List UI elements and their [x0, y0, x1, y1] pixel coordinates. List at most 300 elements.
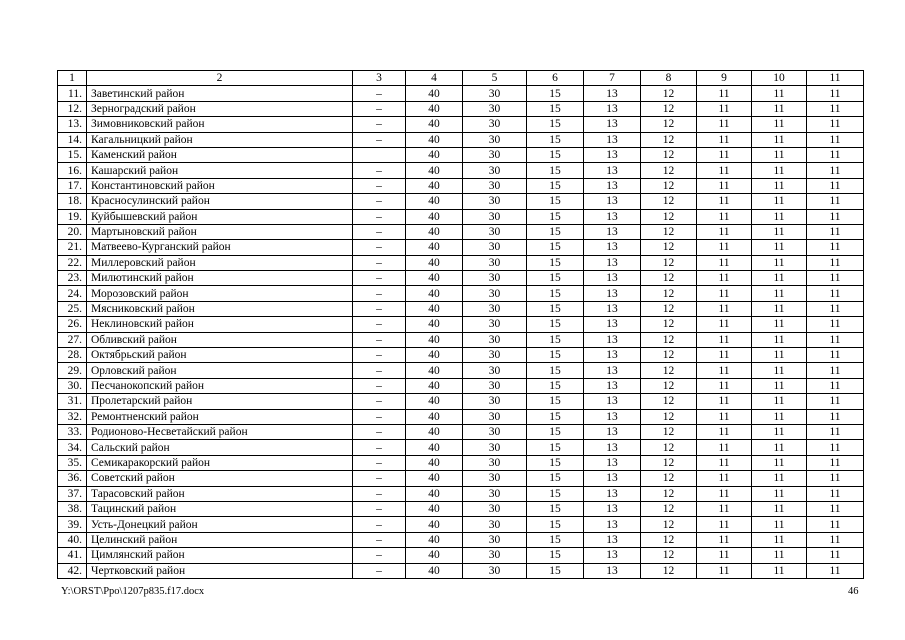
district-name-cell: Мясниковский район [87, 301, 353, 316]
col-6-cell: 15 [527, 501, 584, 516]
table-row [58, 86, 864, 101]
col-4-cell: 40 [406, 132, 463, 147]
col-10-cell: 11 [752, 486, 807, 501]
col-11-cell: 11 [807, 194, 864, 209]
col-5-cell: 30 [463, 240, 527, 255]
col-8-cell: 12 [641, 486, 697, 501]
district-name-cell: Тарасовский район [87, 486, 353, 501]
row-number-cell: 37. [58, 486, 87, 501]
col-6-cell: 15 [527, 563, 584, 578]
col-7-cell: 13 [584, 378, 641, 393]
col-7-cell: 13 [584, 532, 641, 547]
districts-table [57, 70, 864, 579]
col-11-cell: 11 [807, 86, 864, 101]
col-7-cell: 13 [584, 147, 641, 162]
district-name-cell: Песчанокопский район [87, 378, 353, 393]
col-6-cell: 15 [527, 132, 584, 147]
col-7-cell: 13 [584, 117, 641, 132]
col-5-cell: 30 [463, 486, 527, 501]
table-row [58, 132, 864, 147]
col-7-cell: 13 [584, 332, 641, 347]
col-11-cell: 11 [807, 409, 864, 424]
col-6-cell: 15 [527, 486, 584, 501]
col-5-cell: 30 [463, 378, 527, 393]
col-6-cell: 15 [527, 532, 584, 547]
col-3-cell: – [353, 194, 406, 209]
table-row [58, 224, 864, 239]
table-row [58, 117, 864, 132]
col-6-cell: 15 [527, 240, 584, 255]
col-7-cell: 13 [584, 363, 641, 378]
col-8-cell: 12 [641, 101, 697, 116]
table-row [58, 317, 864, 332]
col-8-cell: 12 [641, 194, 697, 209]
col-4-cell: 40 [406, 271, 463, 286]
col-5-cell: 30 [463, 548, 527, 563]
row-number-cell: 20. [58, 224, 87, 239]
col-10-cell: 11 [752, 394, 807, 409]
col-11-cell: 11 [807, 147, 864, 162]
col-9-cell: 11 [697, 224, 752, 239]
col-3-cell: – [353, 501, 406, 516]
header-cell-3: 3 [353, 71, 406, 86]
district-name-cell: Семикаракорский район [87, 455, 353, 470]
col-7-cell: 13 [584, 224, 641, 239]
col-5-cell: 30 [463, 86, 527, 101]
col-3-cell: – [353, 471, 406, 486]
col-10-cell: 11 [752, 117, 807, 132]
district-name-cell: Константиновский район [87, 178, 353, 193]
col-7-cell: 13 [584, 286, 641, 301]
table-row [58, 286, 864, 301]
col-8-cell: 12 [641, 224, 697, 239]
col-4-cell: 40 [406, 440, 463, 455]
district-name-cell: Матвеево-Курганский район [87, 240, 353, 255]
col-9-cell: 11 [697, 332, 752, 347]
col-11-cell: 11 [807, 163, 864, 178]
col-10-cell: 11 [752, 440, 807, 455]
col-9-cell: 11 [697, 132, 752, 147]
col-10-cell: 11 [752, 517, 807, 532]
district-name-cell: Орловский район [87, 363, 353, 378]
row-number-cell: 24. [58, 286, 87, 301]
col-4-cell: 40 [406, 363, 463, 378]
col-8-cell: 12 [641, 240, 697, 255]
col-9-cell: 11 [697, 317, 752, 332]
district-name-cell: Каменский район [87, 147, 353, 162]
col-6-cell: 15 [527, 409, 584, 424]
col-9-cell: 11 [697, 409, 752, 424]
col-5-cell: 30 [463, 348, 527, 363]
col-4-cell: 40 [406, 548, 463, 563]
col-10-cell: 11 [752, 471, 807, 486]
header-cell-2: 2 [87, 71, 353, 86]
col-3-cell: – [353, 332, 406, 347]
col-7-cell: 13 [584, 563, 641, 578]
col-7-cell: 13 [584, 317, 641, 332]
col-7-cell: 13 [584, 409, 641, 424]
col-11-cell: 11 [807, 394, 864, 409]
col-4-cell: 40 [406, 563, 463, 578]
col-3-cell: – [353, 409, 406, 424]
col-4-cell: 40 [406, 178, 463, 193]
footer-page-number: 46 [848, 586, 859, 597]
row-number-cell: 33. [58, 424, 87, 439]
col-7-cell: 13 [584, 348, 641, 363]
col-8-cell: 12 [641, 348, 697, 363]
district-name-cell: Мартыновский район [87, 224, 353, 239]
col-9-cell: 11 [697, 117, 752, 132]
col-10-cell: 11 [752, 101, 807, 116]
col-3-cell: – [353, 317, 406, 332]
col-5-cell: 30 [463, 440, 527, 455]
col-6-cell: 15 [527, 194, 584, 209]
col-3-cell: – [353, 209, 406, 224]
row-number-cell: 15. [58, 147, 87, 162]
col-3-cell: – [353, 240, 406, 255]
col-11-cell: 11 [807, 563, 864, 578]
col-6-cell: 15 [527, 348, 584, 363]
col-3-cell [353, 147, 406, 162]
col-6-cell: 15 [527, 424, 584, 439]
table-row [58, 363, 864, 378]
col-6-cell: 15 [527, 209, 584, 224]
col-11-cell: 11 [807, 348, 864, 363]
col-3-cell: – [353, 224, 406, 239]
col-10-cell: 11 [752, 363, 807, 378]
col-6-cell: 15 [527, 548, 584, 563]
col-9-cell: 11 [697, 255, 752, 270]
col-9-cell: 11 [697, 517, 752, 532]
district-name-cell: Родионово-Несветайский район [87, 424, 353, 439]
district-name-cell: Зимовниковский район [87, 117, 353, 132]
col-11-cell: 11 [807, 209, 864, 224]
col-5-cell: 30 [463, 394, 527, 409]
col-10-cell: 11 [752, 378, 807, 393]
col-6-cell: 15 [527, 147, 584, 162]
row-number-cell: 36. [58, 471, 87, 486]
col-3-cell: – [353, 178, 406, 193]
col-10-cell: 11 [752, 348, 807, 363]
col-5-cell: 30 [463, 455, 527, 470]
col-3-cell: – [353, 363, 406, 378]
table-row [58, 394, 864, 409]
col-7-cell: 13 [584, 132, 641, 147]
col-4-cell: 40 [406, 471, 463, 486]
col-3-cell: – [353, 548, 406, 563]
col-11-cell: 11 [807, 332, 864, 347]
col-11-cell: 11 [807, 271, 864, 286]
col-10-cell: 11 [752, 548, 807, 563]
col-5-cell: 30 [463, 517, 527, 532]
table-row [58, 486, 864, 501]
col-11-cell: 11 [807, 255, 864, 270]
col-5-cell: 30 [463, 317, 527, 332]
col-3-cell: – [353, 286, 406, 301]
col-5-cell: 30 [463, 132, 527, 147]
district-name-cell: Сальский район [87, 440, 353, 455]
col-7-cell: 13 [584, 301, 641, 316]
col-3-cell: – [353, 532, 406, 547]
col-10-cell: 11 [752, 424, 807, 439]
col-11-cell: 11 [807, 517, 864, 532]
col-4-cell: 40 [406, 101, 463, 116]
col-7-cell: 13 [584, 271, 641, 286]
col-10-cell: 11 [752, 194, 807, 209]
col-6-cell: 15 [527, 271, 584, 286]
table-row [58, 163, 864, 178]
table-row [58, 548, 864, 563]
col-10-cell: 11 [752, 501, 807, 516]
col-11-cell: 11 [807, 455, 864, 470]
col-3-cell: – [353, 378, 406, 393]
header-cell-9: 9 [697, 71, 752, 86]
row-number-cell: 17. [58, 178, 87, 193]
col-10-cell: 11 [752, 455, 807, 470]
row-number-cell: 29. [58, 363, 87, 378]
col-9-cell: 11 [697, 471, 752, 486]
col-6-cell: 15 [527, 471, 584, 486]
header-cell-6: 6 [527, 71, 584, 86]
col-8-cell: 12 [641, 178, 697, 193]
col-4-cell: 40 [406, 224, 463, 239]
col-6-cell: 15 [527, 394, 584, 409]
col-3-cell: – [353, 117, 406, 132]
col-4-cell: 40 [406, 240, 463, 255]
col-6-cell: 15 [527, 440, 584, 455]
col-9-cell: 11 [697, 486, 752, 501]
col-9-cell: 11 [697, 301, 752, 316]
col-5-cell: 30 [463, 255, 527, 270]
col-10-cell: 11 [752, 224, 807, 239]
table-row [58, 440, 864, 455]
col-5-cell: 30 [463, 501, 527, 516]
table-row [58, 409, 864, 424]
col-7-cell: 13 [584, 486, 641, 501]
header-cell-7: 7 [584, 71, 641, 86]
header-cell-5: 5 [463, 71, 527, 86]
col-6-cell: 15 [527, 517, 584, 532]
col-5-cell: 30 [463, 409, 527, 424]
col-4-cell: 40 [406, 486, 463, 501]
col-10-cell: 11 [752, 332, 807, 347]
table-row [58, 147, 864, 162]
row-number-cell: 22. [58, 255, 87, 270]
col-8-cell: 12 [641, 163, 697, 178]
col-7-cell: 13 [584, 471, 641, 486]
district-name-cell: Цимлянский район [87, 548, 353, 563]
district-name-cell: Красносулинский район [87, 194, 353, 209]
table-row [58, 348, 864, 363]
col-9-cell: 11 [697, 147, 752, 162]
col-4-cell: 40 [406, 255, 463, 270]
col-9-cell: 11 [697, 163, 752, 178]
col-11-cell: 11 [807, 240, 864, 255]
col-10-cell: 11 [752, 409, 807, 424]
col-11-cell: 11 [807, 178, 864, 193]
row-number-cell: 39. [58, 517, 87, 532]
col-5-cell: 30 [463, 301, 527, 316]
col-9-cell: 11 [697, 101, 752, 116]
district-name-cell: Целинский район [87, 532, 353, 547]
col-11-cell: 11 [807, 440, 864, 455]
col-4-cell: 40 [406, 117, 463, 132]
col-9-cell: 11 [697, 424, 752, 439]
col-5-cell: 30 [463, 224, 527, 239]
col-10-cell: 11 [752, 163, 807, 178]
col-5-cell: 30 [463, 532, 527, 547]
col-3-cell: – [353, 486, 406, 501]
col-8-cell: 12 [641, 517, 697, 532]
table-row [58, 517, 864, 532]
table-row [58, 563, 864, 578]
row-number-cell: 32. [58, 409, 87, 424]
col-8-cell: 12 [641, 317, 697, 332]
col-10-cell: 11 [752, 240, 807, 255]
col-4-cell: 40 [406, 332, 463, 347]
col-4-cell: 40 [406, 532, 463, 547]
col-9-cell: 11 [697, 548, 752, 563]
header-cell-1: 1 [58, 71, 87, 86]
col-9-cell: 11 [697, 286, 752, 301]
col-5-cell: 30 [463, 271, 527, 286]
table-row [58, 240, 864, 255]
col-11-cell: 11 [807, 532, 864, 547]
col-8-cell: 12 [641, 501, 697, 516]
col-3-cell: – [353, 86, 406, 101]
col-8-cell: 12 [641, 424, 697, 439]
col-5-cell: 30 [463, 194, 527, 209]
col-7-cell: 13 [584, 394, 641, 409]
col-5-cell: 30 [463, 178, 527, 193]
col-4-cell: 40 [406, 194, 463, 209]
district-name-cell: Усть-Донецкий район [87, 517, 353, 532]
col-3-cell: – [353, 517, 406, 532]
col-8-cell: 12 [641, 440, 697, 455]
col-8-cell: 12 [641, 301, 697, 316]
col-6-cell: 15 [527, 101, 584, 116]
col-5-cell: 30 [463, 147, 527, 162]
col-11-cell: 11 [807, 424, 864, 439]
col-11-cell: 11 [807, 378, 864, 393]
col-3-cell: – [353, 301, 406, 316]
col-11-cell: 11 [807, 301, 864, 316]
row-number-cell: 42. [58, 563, 87, 578]
row-number-cell: 21. [58, 240, 87, 255]
col-3-cell: – [353, 132, 406, 147]
district-name-cell: Куйбышевский район [87, 209, 353, 224]
header-cell-8: 8 [641, 71, 697, 86]
district-name-cell: Советский район [87, 471, 353, 486]
col-3-cell: – [353, 271, 406, 286]
row-number-cell: 38. [58, 501, 87, 516]
col-5-cell: 30 [463, 471, 527, 486]
col-4-cell: 40 [406, 301, 463, 316]
district-name-cell: Кагальницкий район [87, 132, 353, 147]
table-header-row [58, 71, 864, 86]
col-6-cell: 15 [527, 86, 584, 101]
col-8-cell: 12 [641, 455, 697, 470]
table-body [58, 71, 864, 579]
col-7-cell: 13 [584, 424, 641, 439]
col-10-cell: 11 [752, 86, 807, 101]
district-name-cell: Обливский район [87, 332, 353, 347]
row-number-cell: 35. [58, 455, 87, 470]
col-5-cell: 30 [463, 563, 527, 578]
col-8-cell: 12 [641, 471, 697, 486]
col-8-cell: 12 [641, 409, 697, 424]
col-6-cell: 15 [527, 378, 584, 393]
col-7-cell: 13 [584, 101, 641, 116]
row-number-cell: 19. [58, 209, 87, 224]
col-11-cell: 11 [807, 501, 864, 516]
table-row [58, 101, 864, 116]
row-number-cell: 27. [58, 332, 87, 347]
col-8-cell: 12 [641, 132, 697, 147]
col-5-cell: 30 [463, 101, 527, 116]
col-4-cell: 40 [406, 317, 463, 332]
col-11-cell: 11 [807, 486, 864, 501]
col-4-cell: 40 [406, 394, 463, 409]
col-3-cell: – [353, 563, 406, 578]
col-11-cell: 11 [807, 363, 864, 378]
col-7-cell: 13 [584, 455, 641, 470]
district-name-cell: Октябрьский район [87, 348, 353, 363]
col-7-cell: 13 [584, 209, 641, 224]
row-number-cell: 13. [58, 117, 87, 132]
col-6-cell: 15 [527, 286, 584, 301]
col-3-cell: – [353, 440, 406, 455]
col-5-cell: 30 [463, 163, 527, 178]
col-8-cell: 12 [641, 255, 697, 270]
col-9-cell: 11 [697, 455, 752, 470]
col-7-cell: 13 [584, 194, 641, 209]
table-row [58, 194, 864, 209]
col-11-cell: 11 [807, 317, 864, 332]
col-7-cell: 13 [584, 548, 641, 563]
col-9-cell: 11 [697, 240, 752, 255]
col-9-cell: 11 [697, 394, 752, 409]
col-9-cell: 11 [697, 271, 752, 286]
table-row [58, 532, 864, 547]
col-8-cell: 12 [641, 209, 697, 224]
col-8-cell: 12 [641, 332, 697, 347]
col-6-cell: 15 [527, 163, 584, 178]
table-row [58, 178, 864, 193]
row-number-cell: 18. [58, 194, 87, 209]
col-4-cell: 40 [406, 424, 463, 439]
col-9-cell: 11 [697, 501, 752, 516]
col-7-cell: 13 [584, 501, 641, 516]
col-10-cell: 11 [752, 209, 807, 224]
table-row [58, 501, 864, 516]
col-9-cell: 11 [697, 86, 752, 101]
col-6-cell: 15 [527, 332, 584, 347]
col-5-cell: 30 [463, 332, 527, 347]
col-8-cell: 12 [641, 271, 697, 286]
col-9-cell: 11 [697, 178, 752, 193]
district-name-cell: Тацинский район [87, 501, 353, 516]
col-10-cell: 11 [752, 563, 807, 578]
col-6-cell: 15 [527, 455, 584, 470]
col-9-cell: 11 [697, 194, 752, 209]
row-number-cell: 28. [58, 348, 87, 363]
row-number-cell: 25. [58, 301, 87, 316]
col-10-cell: 11 [752, 286, 807, 301]
row-number-cell: 14. [58, 132, 87, 147]
row-number-cell: 12. [58, 101, 87, 116]
col-4-cell: 40 [406, 147, 463, 162]
